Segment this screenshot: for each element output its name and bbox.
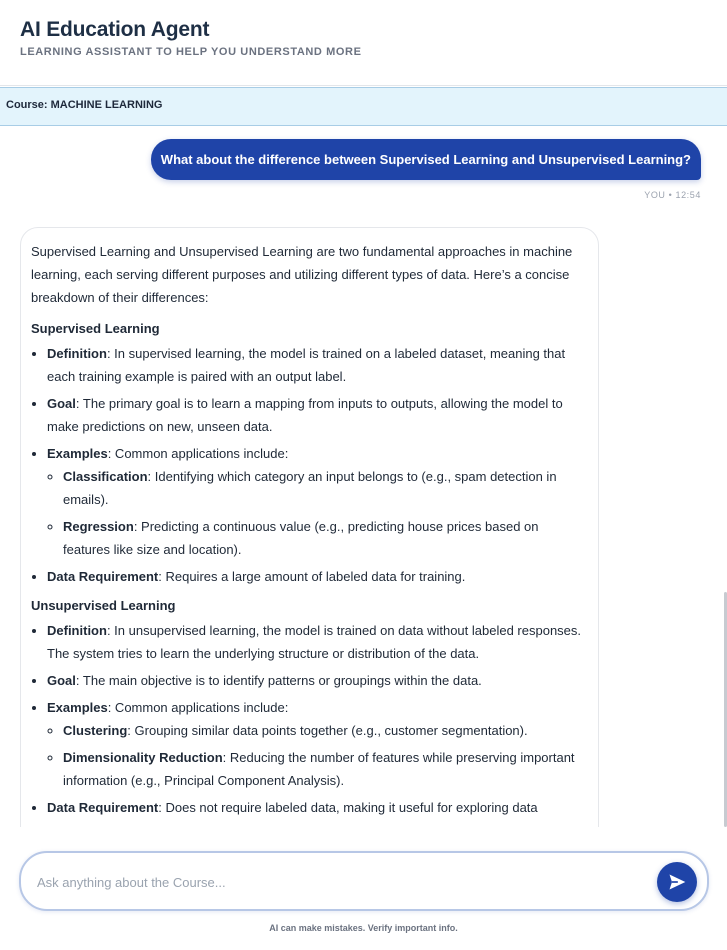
app-title: AI Education Agent bbox=[20, 18, 210, 41]
list-item bbox=[47, 442, 588, 561]
term-text: : Identifying which category an input belongs to (e.g., spam detection in emails). bbox=[63, 469, 557, 507]
list-item bbox=[63, 719, 588, 742]
course-label: Course: MACHINE LEARNING bbox=[6, 99, 163, 111]
supervised-list bbox=[31, 342, 588, 588]
term-label: Definition bbox=[47, 623, 107, 638]
unsupervised-title: Unsupervised Learning bbox=[31, 598, 176, 613]
term-text: : Reducing the number of features while preserving important information (e.g., Principal Component Analysis). bbox=[63, 750, 575, 788]
send-icon bbox=[667, 872, 687, 892]
ai-message-bubble bbox=[20, 227, 599, 827]
term-text: : The main objective is to identify patterns or groupings within the data. bbox=[75, 673, 482, 688]
message-composer bbox=[19, 851, 709, 911]
message-input[interactable] bbox=[37, 870, 647, 894]
term-label: Classification bbox=[63, 469, 148, 484]
list-item bbox=[47, 342, 588, 388]
chat-area[interactable] bbox=[0, 127, 727, 827]
term-text: : Does not require labeled data, making it useful for exploring data bbox=[158, 800, 538, 815]
list-item bbox=[47, 669, 588, 692]
disclaimer: AI can make mistakes. Verify important info. bbox=[269, 923, 458, 933]
term-label: Examples bbox=[47, 446, 108, 461]
app-subtitle: LEARNING ASSISTANT TO HELP YOU UNDERSTAND MORE bbox=[20, 46, 362, 58]
nested-list bbox=[47, 719, 588, 792]
send-button[interactable] bbox=[657, 862, 697, 902]
term-text: : In unsupervised learning, the model is trained on data without labeled responses. The system tries to learn the underlying structure or distribution of the data. bbox=[47, 623, 582, 661]
term-label: Definition bbox=[47, 346, 107, 361]
term-text: : Requires a large amount of labeled data for training. bbox=[158, 569, 466, 584]
term-label: Clustering bbox=[63, 723, 128, 738]
ai-intro: Supervised Learning and Unsupervised Learning are two fundamental approaches in machine learning, each serving different purposes and utilizing different types of data. Here’s a concise breakdown of their differences: bbox=[31, 244, 573, 305]
term-label: Goal bbox=[47, 673, 76, 688]
term-text: : Grouping similar data points together (e.g., customer segmentation). bbox=[127, 723, 528, 738]
list-item bbox=[63, 746, 588, 792]
unsupervised-list bbox=[31, 619, 588, 819]
term-label: Regression bbox=[63, 519, 134, 534]
term-label: Goal bbox=[47, 396, 76, 411]
app-header bbox=[0, 0, 727, 86]
course-bar bbox=[0, 87, 727, 126]
term-label: Examples bbox=[47, 700, 108, 715]
user-message-meta: YOU • 12:54 bbox=[644, 190, 701, 200]
list-item bbox=[47, 392, 588, 438]
term-text: : Common applications include: bbox=[107, 700, 289, 715]
term-label: Data Requirement bbox=[47, 800, 159, 815]
supervised-title: Supervised Learning bbox=[31, 321, 160, 336]
term-label: Data Requirement bbox=[47, 569, 159, 584]
term-text: : The primary goal is to learn a mapping from inputs to outputs, allowing the model to make predictions on new, unseen data. bbox=[47, 396, 563, 434]
term-text: : Common applications include: bbox=[107, 446, 289, 461]
list-item bbox=[47, 565, 588, 588]
list-item bbox=[63, 515, 588, 561]
list-item bbox=[47, 619, 588, 665]
user-message-bubble: What about the difference between Supervised Learning and Unsupervised Learning? bbox=[151, 139, 701, 180]
list-item bbox=[47, 796, 588, 819]
term-text: : In supervised learning, the model is trained on a labeled dataset, meaning that each training example is paired with an output label. bbox=[47, 346, 566, 384]
term-label: Dimensionality Reduction bbox=[63, 750, 223, 765]
list-item bbox=[63, 465, 588, 511]
term-text: : Predicting a continuous value (e.g., predicting house prices based on features like size and location). bbox=[63, 519, 539, 557]
list-item bbox=[47, 696, 588, 792]
nested-list bbox=[47, 465, 588, 561]
